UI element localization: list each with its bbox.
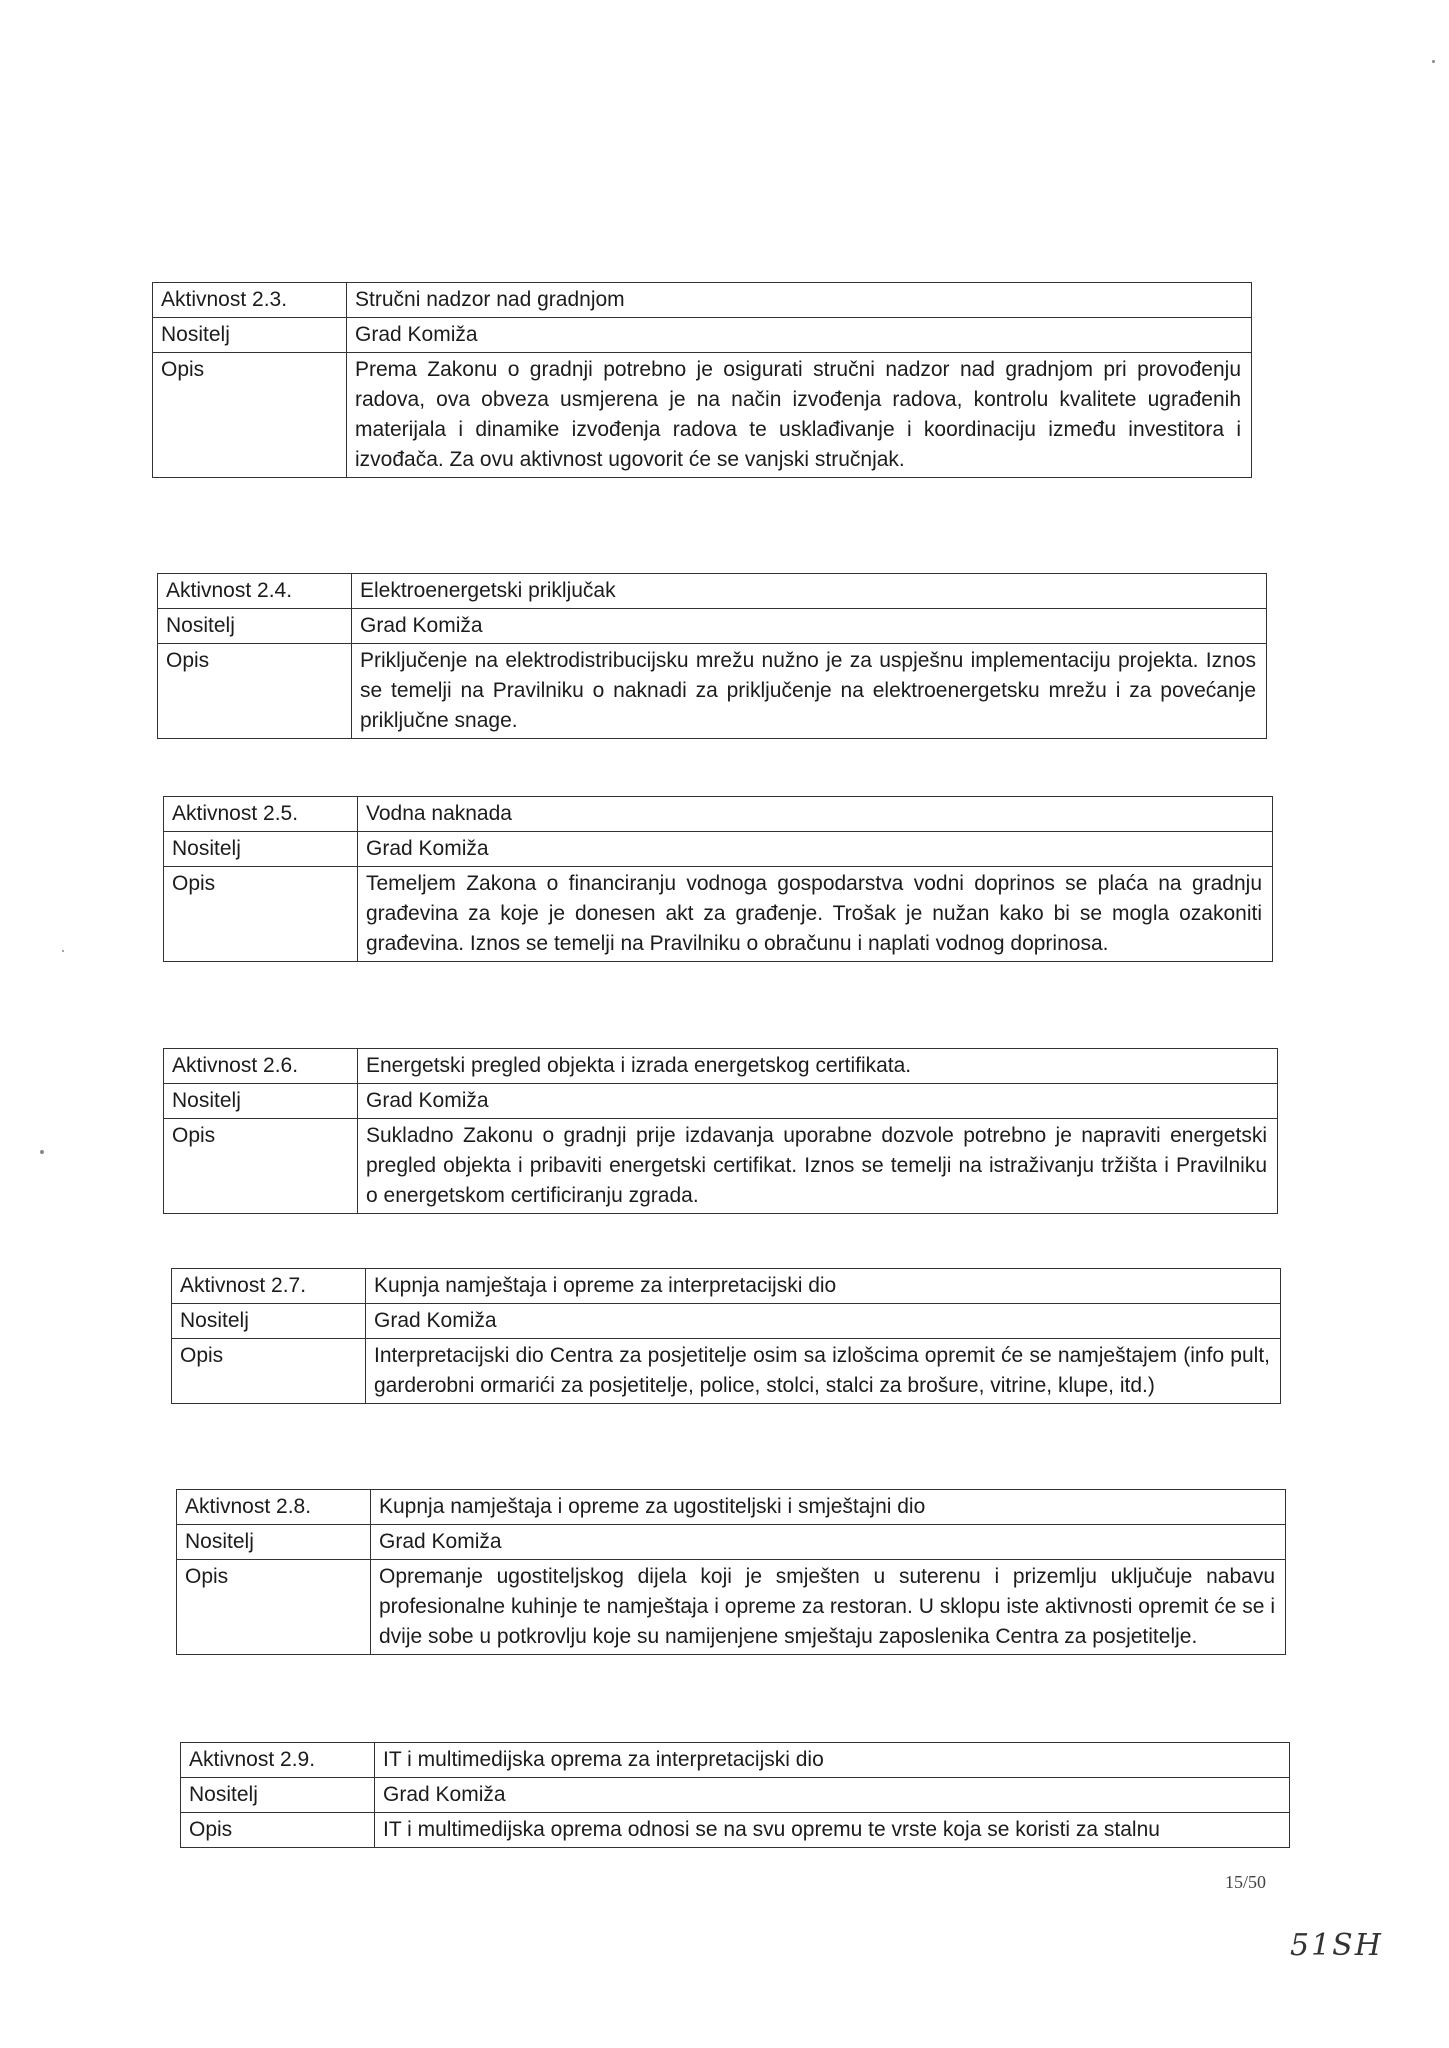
- nositelj-value: Grad Komiža: [375, 1778, 1290, 1813]
- activity-id: Aktivnost 2.9.: [181, 1743, 375, 1778]
- nositelj-label: Nositelj: [164, 1084, 358, 1119]
- opis-label: Opis: [177, 1560, 371, 1655]
- nositelj-value: Grad Komiža: [366, 1304, 1281, 1339]
- opis-value: Sukladno Zakonu o gradnji prije izdavanja uporabne dozvole potrebno je napraviti energetski pregled objekta i pribaviti energetski certifikat. Iznos se temelji na istraživanju tržišta i Pravilniku o energetskom certificiranju zgrada.: [358, 1119, 1278, 1214]
- activity-table-2-7: [171, 1268, 1281, 1404]
- activity-title: IT i multimedijska oprema za interpretacijski dio: [375, 1743, 1290, 1778]
- activity-id: Aktivnost 2.7.: [172, 1269, 366, 1304]
- nositelj-row: [164, 1084, 1278, 1119]
- scan-speck: [1432, 60, 1435, 63]
- nositelj-row: [172, 1304, 1281, 1339]
- opis-value: Temeljem Zakona o financiranju vodnoga gospodarstva vodni doprinos se plaća na gradnju građevina za koje je donesen akt za građenje. Trošak je nužan kako bi se mogla ozakoniti građevina. Iznos se temelji na Pravilniku o obračunu i naplati vodnog doprinosa.: [358, 867, 1273, 962]
- nositelj-label: Nositelj: [172, 1304, 366, 1339]
- activity-id: Aktivnost 2.5.: [164, 797, 358, 832]
- scan-speck: [62, 950, 64, 952]
- opis-value: Interpretacijski dio Centra za posjetitelje osim sa izlošcima opremit će se namještajem (info pult, garderobni ormarići za posjetitelje, police, stolci, stalci za brošure, vitrine, klupe, itd.): [366, 1339, 1281, 1404]
- activity-header-row: [158, 574, 1267, 609]
- activity-id: Aktivnost 2.4.: [158, 574, 352, 609]
- nositelj-row: [158, 609, 1267, 644]
- activity-id: Aktivnost 2.8.: [177, 1490, 371, 1525]
- handwritten-mark: 51SH: [1290, 1928, 1383, 1963]
- opis-row: [177, 1560, 1286, 1655]
- activity-title: Stručni nadzor nad gradnjom: [347, 283, 1252, 318]
- opis-label: Opis: [158, 644, 352, 739]
- opis-value: IT i multimedijska oprema odnosi se na svu opremu te vrste koja se koristi za stalnu: [375, 1813, 1290, 1848]
- activity-id: Aktivnost 2.3.: [153, 283, 347, 318]
- opis-label: Opis: [164, 867, 358, 962]
- activity-table-2-5: [163, 796, 1273, 962]
- activity-title: Vodna naknada: [358, 797, 1273, 832]
- opis-row: [172, 1339, 1281, 1404]
- activity-title: Elektroenergetski priključak: [352, 574, 1267, 609]
- nositelj-value: Grad Komiža: [358, 1084, 1278, 1119]
- nositelj-row: [153, 318, 1252, 353]
- opis-label: Opis: [164, 1119, 358, 1214]
- nositelj-value: Grad Komiža: [371, 1525, 1286, 1560]
- opis-value: Priključenje na elektrodistribucijsku mrežu nužno je za uspješnu implementaciju projekta. Iznos se temelji na Pravilniku o naknadi za priključenje na elektroenergetsku mrežu i za povećanje priključne snage.: [352, 644, 1267, 739]
- nositelj-row: [164, 832, 1273, 867]
- nositelj-label: Nositelj: [158, 609, 352, 644]
- nositelj-label: Nositelj: [164, 832, 358, 867]
- nositelj-row: [181, 1778, 1290, 1813]
- opis-row: [153, 353, 1252, 478]
- activity-table-2-4: [157, 573, 1267, 739]
- opis-row: [158, 644, 1267, 739]
- opis-label: Opis: [181, 1813, 375, 1848]
- nositelj-row: [177, 1525, 1286, 1560]
- activity-table-2-6: [163, 1048, 1278, 1214]
- activity-table-2-8: [176, 1489, 1286, 1655]
- nositelj-value: Grad Komiža: [352, 609, 1267, 644]
- opis-value: Opremanje ugostiteljskog dijela koji je smješten u suterenu i prizemlju uključuje nabavu profesionalne kuhinje te namještaja i opreme za restoran. U sklopu iste aktivnosti opremit će se i dvije sobe u potkrovlju koje su namijenjene smještaju zaposlenika Centra za posjetitelje.: [371, 1560, 1286, 1655]
- opis-row: [164, 1119, 1278, 1214]
- nositelj-label: Nositelj: [181, 1778, 375, 1813]
- nositelj-label: Nositelj: [153, 318, 347, 353]
- activity-header-row: [153, 283, 1252, 318]
- opis-value: Prema Zakonu o gradnji potrebno je osigurati stručni nadzor nad gradnjom pri provođenju radova, ova obveza usmjerena je na način izvođenja radova, kontrolu kvalitete ugrađenih materijala i dinamike izvođenja radova te usklađivanje i koordinaciju između investitora i izvođača. Za ovu aktivnost ugovorit će se vanjski stručnjak.: [347, 353, 1252, 478]
- activity-header-row: [181, 1743, 1290, 1778]
- activity-table-2-3: [152, 282, 1252, 478]
- activity-id: Aktivnost 2.6.: [164, 1049, 358, 1084]
- activity-header-row: [172, 1269, 1281, 1304]
- activity-title: Energetski pregled objekta i izrada energetskog certifikata.: [358, 1049, 1278, 1084]
- nositelj-value: Grad Komiža: [358, 832, 1273, 867]
- activity-title: Kupnja namještaja i opreme za interpretacijski dio: [366, 1269, 1281, 1304]
- activity-header-row: [164, 1049, 1278, 1084]
- nositelj-label: Nositelj: [177, 1525, 371, 1560]
- opis-row: [164, 867, 1273, 962]
- scan-speck: [40, 1150, 44, 1154]
- page-number: 15/50: [1225, 1872, 1267, 1892]
- opis-label: Opis: [153, 353, 347, 478]
- opis-row: [181, 1813, 1290, 1848]
- activity-table-2-9: [180, 1742, 1290, 1848]
- activity-header-row: [164, 797, 1273, 832]
- opis-label: Opis: [172, 1339, 366, 1404]
- nositelj-value: Grad Komiža: [347, 318, 1252, 353]
- activity-header-row: [177, 1490, 1286, 1525]
- activity-title: Kupnja namještaja i opreme za ugostiteljski i smještajni dio: [371, 1490, 1286, 1525]
